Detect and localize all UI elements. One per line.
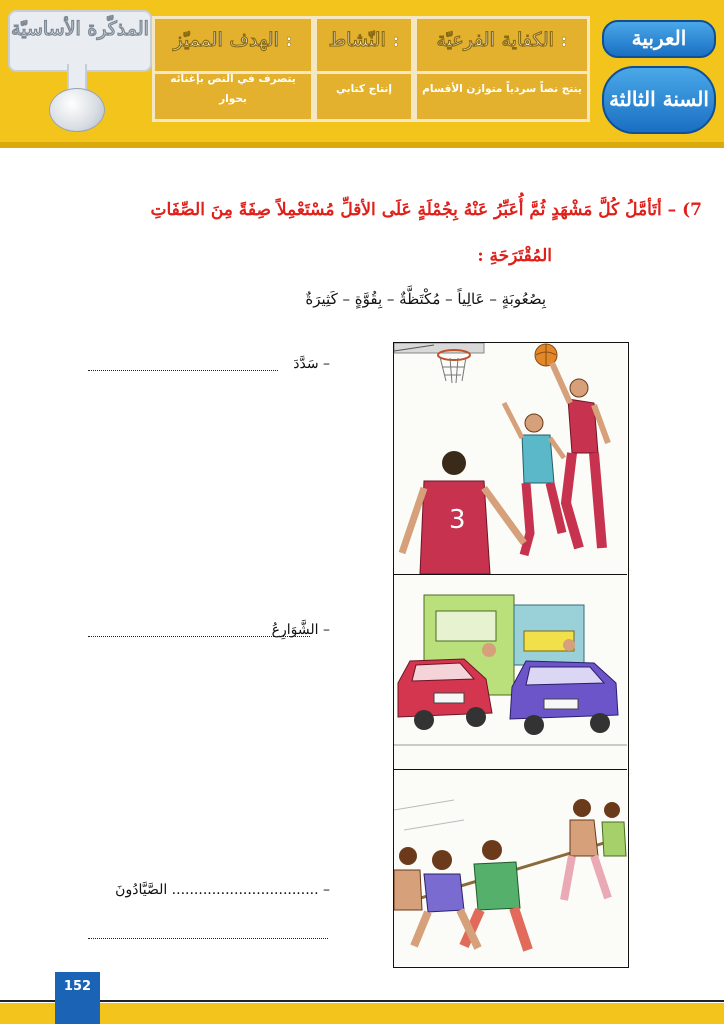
illustrations-frame (393, 342, 629, 968)
exercise-instruction-cont: المُقْتَرَحَةِ : (477, 246, 552, 266)
subject-badge: العربية (602, 20, 716, 58)
item-2-answer-line[interactable] (88, 636, 310, 637)
goal-cell (152, 16, 314, 122)
footer-rule (0, 1000, 724, 1002)
grade-badge: السنة الثالثة (602, 66, 716, 134)
activity-label: النّشاط : (328, 29, 400, 51)
svg-text:3: 3 (449, 505, 466, 535)
header-shadow (0, 142, 724, 148)
competency-text: ينتج نصاً سردياً متوازن الأقسام (422, 83, 582, 95)
page-header (0, 0, 724, 148)
goal-text-1: يتصرف في النص بإغنائه (170, 73, 296, 85)
item-1-prefix: – سَدَّدَ (293, 356, 330, 372)
competency-cell (414, 16, 590, 122)
item-3-prefix: – ................................. الصَّيَّادُونَ (115, 882, 330, 898)
page-number: 152 (55, 972, 100, 1024)
item-3-answer-line[interactable] (88, 938, 328, 939)
series-logo (8, 10, 152, 72)
logo-ball-icon (49, 88, 105, 132)
tug-of-war-scene-icon (394, 770, 627, 966)
activity-cell (314, 16, 414, 122)
item-2-prefix: – الشَّوَارِعُ (271, 622, 330, 638)
suggested-words: بِصُعُوبَةٍ – عَالِياً – مُكْتَظَّةٌ – بِقُوَّةٍ – كَثِيرَةٌ (305, 290, 546, 308)
activity-text: إنتاج كتابي (336, 83, 392, 95)
competency-label: الكفاية الفرعيّة : (436, 29, 568, 51)
goal-text-2: بحوار (219, 93, 247, 105)
footer-bar (0, 1003, 724, 1024)
series-logo-text: المذكّرة الأساسيّة (11, 18, 149, 40)
goal-label: الهدف المميّز : (173, 29, 293, 51)
traffic-scene-icon (394, 575, 627, 769)
exercise-instruction: 7) – أتَأمَّلُ كُلَّ مَشْهَدٍ ثُمَّ أُعَبِّرُ عَنْهُ بِجُمْلَةٍ عَلَى الأقلِّ مُسْتَعْمِلاً صِفَةً مِنَ الصِّفَاتِ (150, 200, 702, 220)
basketball-scene-icon (394, 343, 627, 574)
item-1-answer-line[interactable] (88, 370, 278, 371)
